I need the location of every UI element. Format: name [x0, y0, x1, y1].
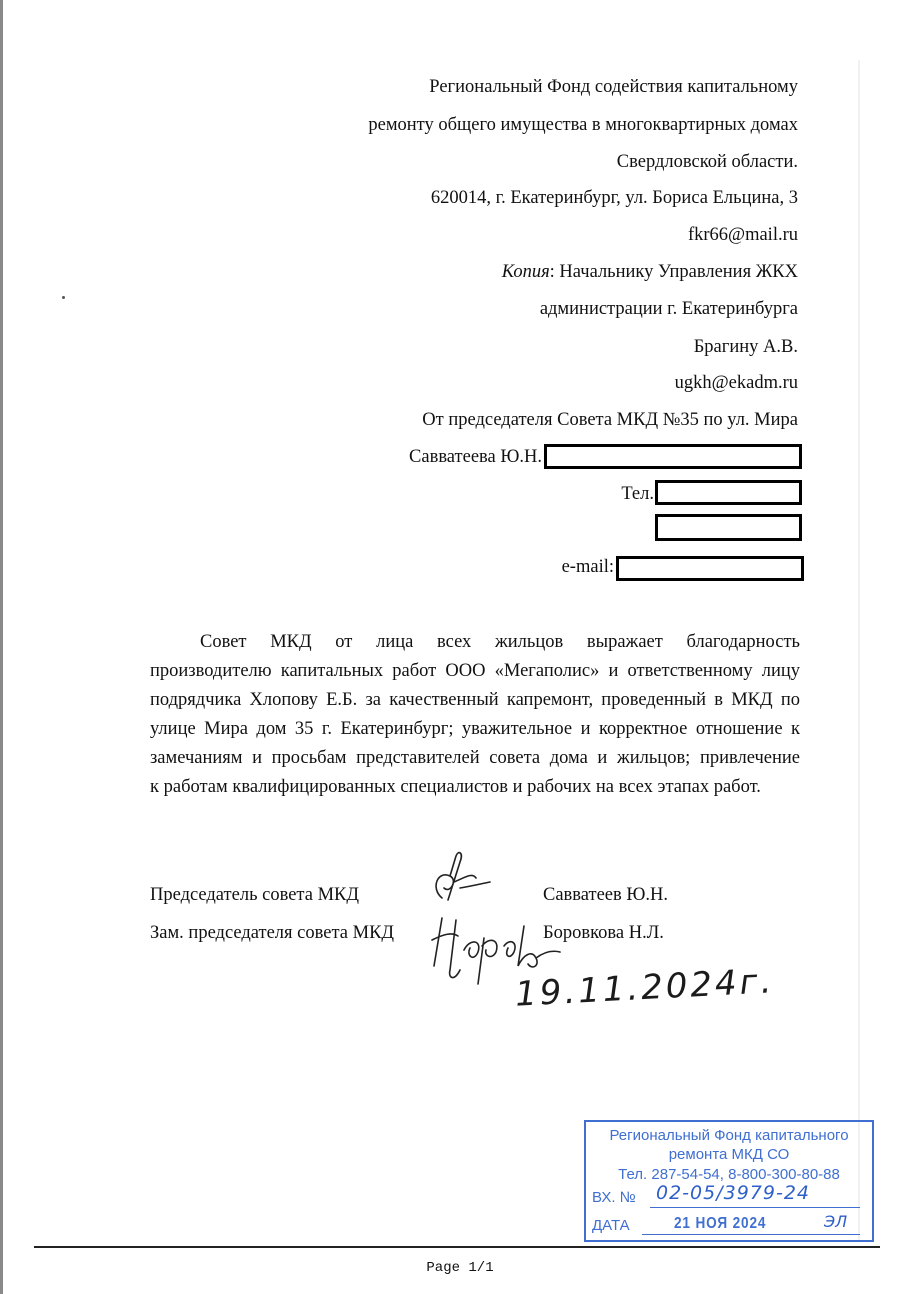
chair-title: Председатель совета МКД	[150, 885, 359, 905]
redaction-box	[655, 514, 802, 541]
scan-shadow	[858, 60, 860, 1240]
footer-rule	[34, 1246, 880, 1248]
letter-body	[150, 628, 800, 802]
body-line: к работам квалифицированных специалистов и рабочих на всех этапах работ.	[150, 777, 761, 797]
recipient-line-2: ремонту общего имущества в многоквартирных домах	[368, 115, 798, 135]
stamp-line-2: ремонта МКД СО	[668, 1146, 790, 1163]
recipient-line-1: Региональный Фонд содействия капитальному	[429, 77, 798, 97]
stamp-mark: ЭЛ	[824, 1212, 848, 1231]
scan-edge	[0, 0, 3, 1294]
stamp-underline	[650, 1207, 860, 1208]
copy-line-1	[502, 261, 798, 283]
page-number: Page 1/1	[426, 1260, 494, 1276]
copy-email: ugkh@ekadm.ru	[674, 373, 798, 393]
copy-line-1-rest: : Начальнику Управления ЖКХ	[549, 262, 798, 282]
sender-line-1: От председателя Совета МКД №35 по ул. Мира	[422, 410, 798, 430]
body-line: подрядчика Хлопову Е.Б. за качественный капремонт, проведенный в МКД по	[150, 690, 800, 710]
recipient-line-3: Свердловской области.	[616, 152, 798, 172]
stamp-underline	[642, 1234, 860, 1235]
stamp-in-number: 02-05/3979-24	[656, 1182, 810, 1204]
scan-speck	[62, 296, 65, 299]
stamp-date-value: 21 НОЯ 2024	[674, 1215, 767, 1232]
handwritten-date: 19.11.2024г.	[514, 961, 776, 1015]
copy-line-3: Брагину А.В.	[693, 337, 798, 357]
recipient-address: 620014, г. Екатеринбург, ул. Бориса Ельцина, 3	[430, 188, 798, 208]
deputy-name: Боровкова Н.Л.	[543, 923, 664, 943]
body-line: производителю капитальных работ ООО «Мегаполис» и ответственному лицу	[150, 661, 800, 681]
deputy-title: Зам. председателя совета МКД	[150, 923, 395, 943]
stamp-in-label: ВХ. №	[592, 1189, 636, 1206]
body-line: замечаниям и просьбам представителей совета дома и жильцов; привлечение	[150, 748, 800, 768]
chair-name: Савватеев Ю.Н.	[543, 885, 669, 905]
body-line: Совет МКД от лица всех жильцов выражает благодарность	[200, 632, 800, 652]
copy-prefix: Копия	[501, 262, 550, 282]
sender-phone-label: Тел.	[621, 484, 654, 504]
copy-line-2: администрации г. Екатеринбурга	[539, 299, 798, 319]
body-line: улице Мира дом 35 г. Екатеринбург; уважительное и корректное отношение к	[150, 719, 800, 739]
redaction-box	[616, 556, 804, 581]
stamp-date-label: ДАТА	[592, 1217, 630, 1234]
chair-signature	[420, 848, 510, 910]
redaction-box	[544, 444, 802, 469]
stamp-line-1: Региональный Фонд капитального	[609, 1127, 849, 1144]
recipient-email: fkr66@mail.ru	[687, 225, 798, 245]
sender-email-label: e-mail:	[561, 557, 614, 577]
stamp-phones: Тел. 287-54-54, 8-800-300-80-88	[618, 1166, 840, 1183]
sender-name: Савватеева Ю.Н.	[409, 447, 542, 467]
incoming-stamp	[584, 1120, 874, 1242]
redaction-box	[655, 480, 802, 505]
